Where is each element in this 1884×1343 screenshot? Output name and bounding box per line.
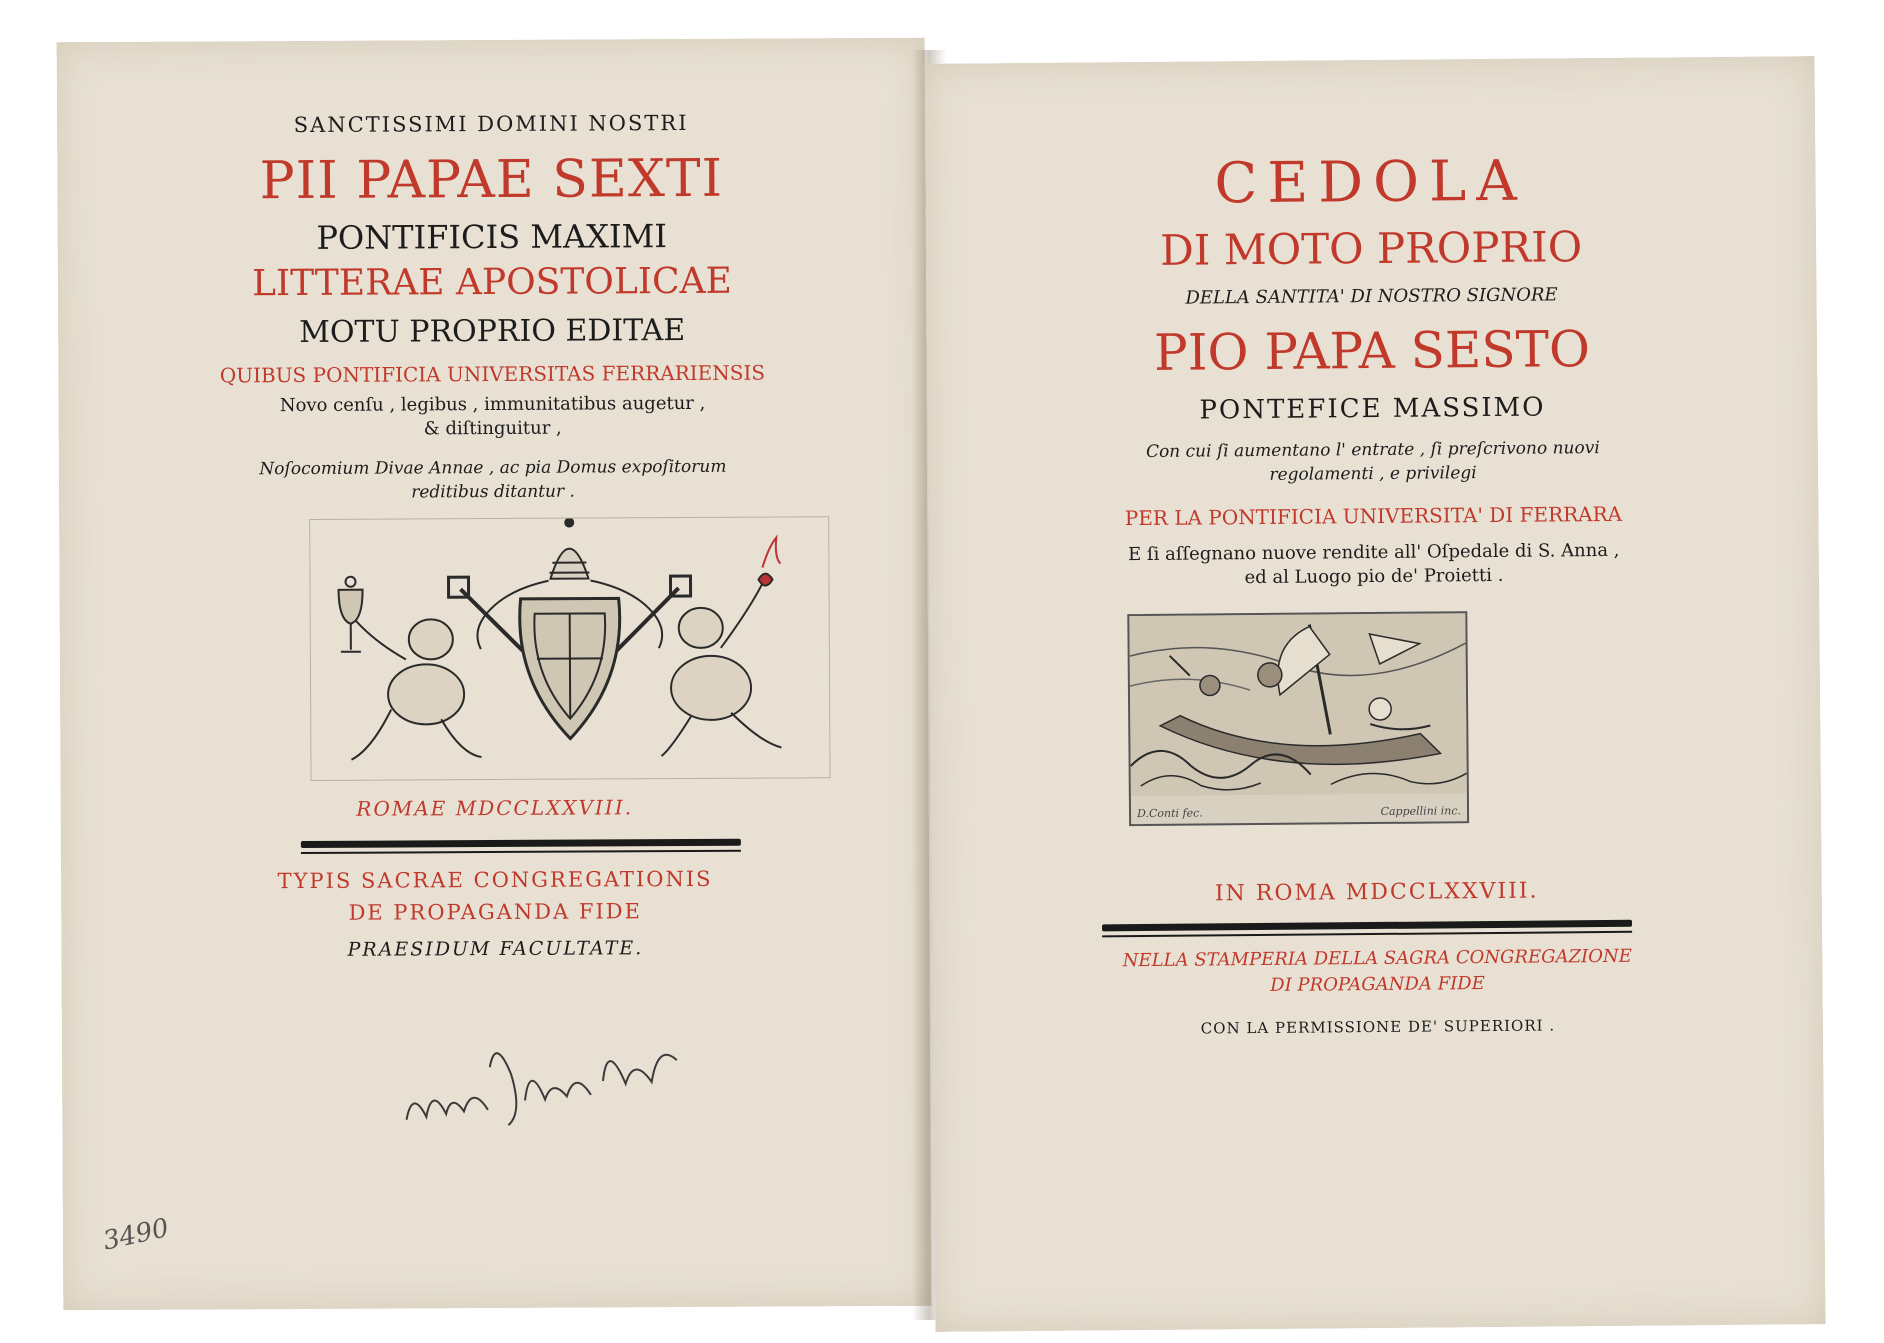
right-title-line7: PER LA PONTIFICIA UNIVERSITA' DI FERRARA	[1124, 501, 1623, 531]
right-title-line5: PONTEFICE MASSIMO	[1199, 392, 1546, 426]
left-text-line8b: reditibus ditantur .	[411, 481, 575, 503]
left-title-line5: MOTU PROPRIO EDITAE	[299, 312, 686, 351]
left-text-line8a: Noſocomium Divae Annae , ac pia Domus expoſitorum	[259, 456, 727, 480]
right-title-line1: CEDOLA	[1214, 148, 1527, 217]
right-text-line6a: Con cui ſi aumentano l' entrate , ſi preſcrivono nuovi	[1145, 438, 1600, 462]
papal-coat-of-arms-engraving	[309, 516, 830, 781]
right-rule-thick	[1102, 920, 1632, 932]
left-text-line7b: & diſtinguitur ,	[423, 417, 562, 440]
engraving-signature-right: Cappellini inc.	[1380, 804, 1462, 818]
right-page	[924, 56, 1825, 1332]
right-rule-thin	[1102, 931, 1632, 938]
storm-at-sea-engraving	[1127, 611, 1469, 826]
handwritten-signature	[385, 999, 699, 1160]
right-title-line3: DELLA SANTITA' DI NOSTRO SIGNORE	[1185, 284, 1558, 309]
left-title-line1: SANCTISSIMI DOMINI NOSTRI	[293, 110, 689, 138]
left-title-line2: PII PAPAE SEXTI	[259, 148, 724, 212]
left-title-line3: PONTIFICIS MAXIMI	[316, 217, 668, 257]
handwritten-number: 3490	[100, 1213, 172, 1257]
right-text-line8b: ed al Luogo pio de' Proietti .	[1244, 564, 1504, 589]
left-typis-line1: TYPIS SACRAE CONGREGATIONIS	[277, 866, 713, 894]
left-typis-line2: DE PROPAGANDA FIDE	[348, 899, 643, 925]
right-permission: CON LA PERMISSIONE DE' SUPERIORI .	[1200, 1016, 1556, 1038]
left-imprint: ROMAE MDCCLXXVIII.	[356, 795, 634, 821]
right-title-line4: PIO PAPA SESTO	[1153, 320, 1591, 382]
right-stamp-line2: DI PROPAGANDA FIDE	[1270, 973, 1485, 996]
right-text-line6b: regolamenti , e privilegi	[1269, 463, 1477, 485]
right-title-line2: DI MOTO PROPRIO	[1159, 222, 1583, 275]
right-imprint: IN ROMA MDCCLXXVIII.	[1214, 878, 1539, 907]
left-rule-thin	[301, 850, 741, 854]
engraving-signature-left: D.Conti fec.	[1136, 806, 1203, 821]
left-page	[57, 38, 932, 1311]
left-rule-thick	[301, 839, 741, 848]
left-title-line4: LITTERAE APOSTOLICAE	[251, 260, 732, 305]
left-text-line7a: Novo cenſu , legibus , immunitatibus augetur ,	[279, 392, 706, 417]
left-title-line6: QUIBUS PONTIFICIA UNIVERSITAS FERRARIENSIS	[219, 360, 766, 388]
right-text-line8a: E ſi aſſegnano nuove rendite all' Oſpedale di S. Anna ,	[1127, 539, 1620, 566]
right-stamp-line1: NELLA STAMPERIA DELLA SAGRA CONGREGAZIONE	[1122, 945, 1632, 972]
left-typis-line3: PRAESIDUM FACULTATE.	[347, 937, 644, 961]
